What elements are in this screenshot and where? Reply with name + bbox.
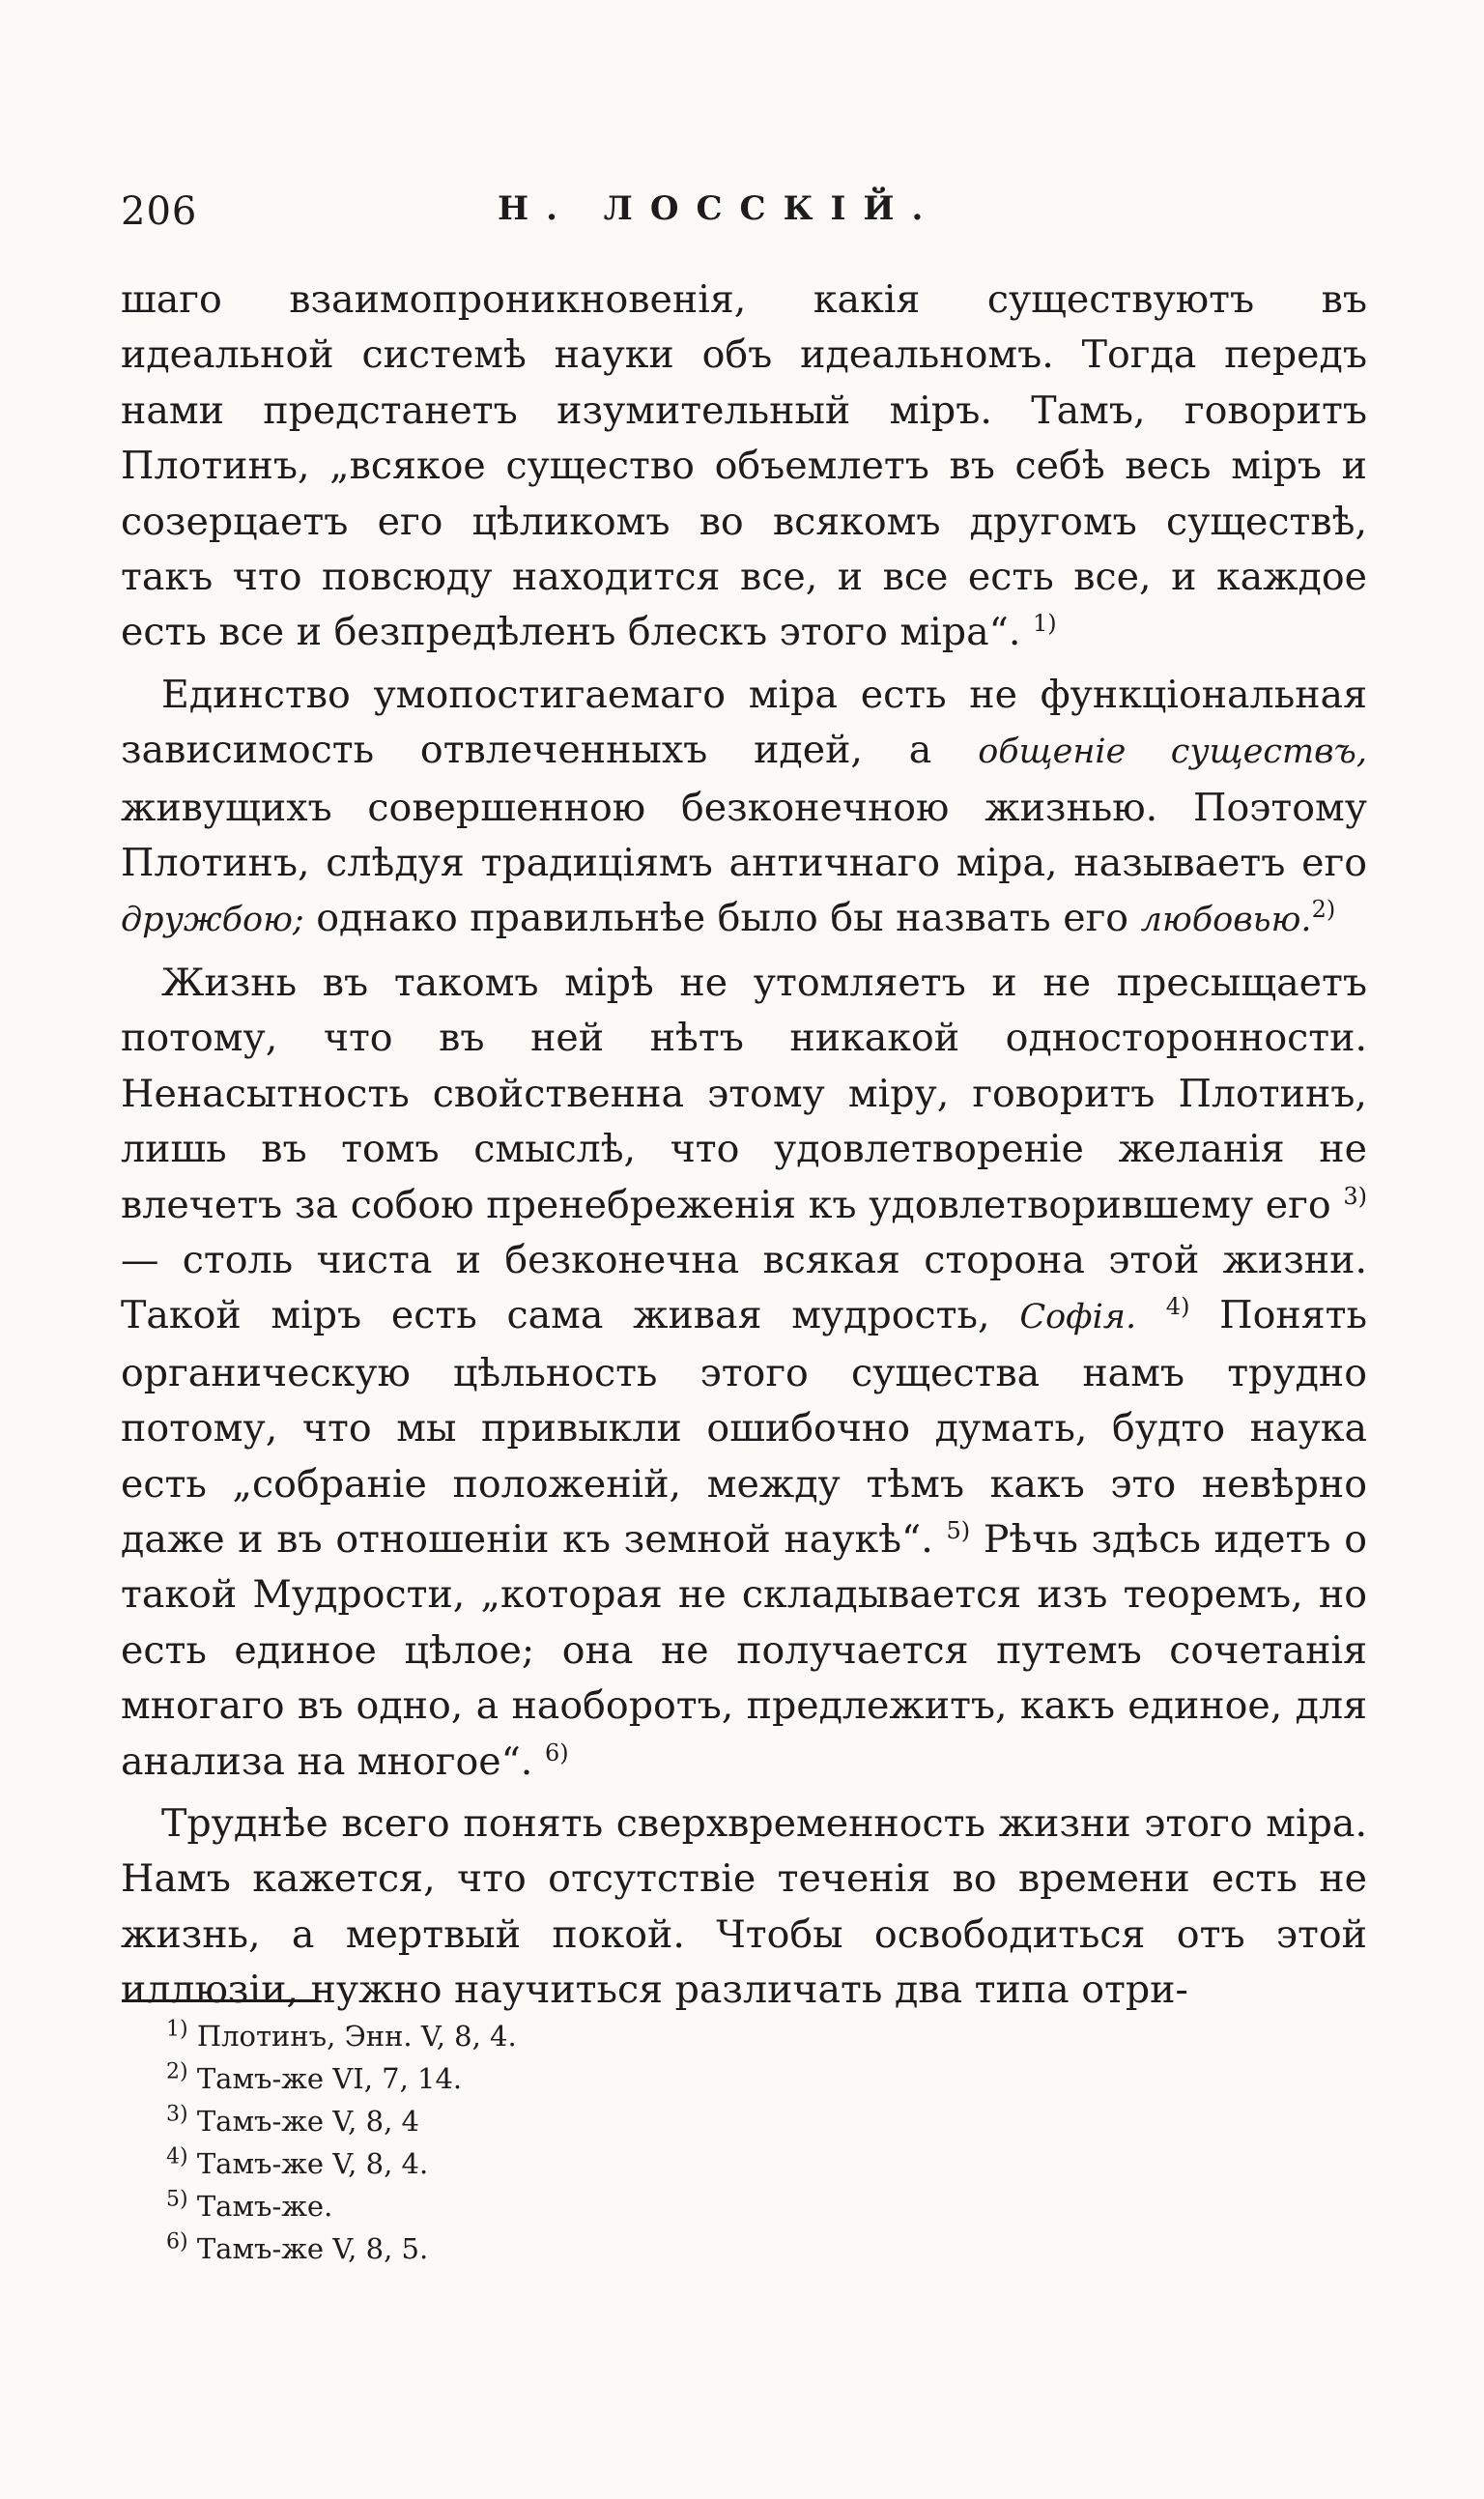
running-title: Н. ЛОССКІЙ. xyxy=(498,189,941,228)
footnote-mark: 4) xyxy=(166,2144,188,2169)
footnote-text: Тамъ-же. xyxy=(196,2190,333,2223)
footnote-ref-2: 2) xyxy=(1311,896,1336,924)
footnote-text: Тамъ-же V, 8, 5. xyxy=(196,2232,429,2265)
footnote-text: Плотинъ, Энн. V, 8, 4. xyxy=(196,2020,517,2053)
paragraph-3-text-a: Жизнь въ такомъ мірѣ не утомляетъ и не пресыщаетъ потому, что въ ней нѣтъ никакой односторонности. Ненасытность свойственна этому міру, говоритъ Плотинъ, лишь въ томъ смыслѣ, что удовлетвореніе желанія не влечетъ за собою пренебреженія къ удовлетворившему его xyxy=(121,960,1367,1227)
footnote-4 xyxy=(166,2142,1036,2185)
paragraph-4 xyxy=(121,1796,1367,2019)
paragraph-3-text-d: Рѣчь здѣсь идетъ о такой Мудрости, „которая не складывается изъ теоремъ, но есть единое цѣлое; она не получается путемъ сочетанія многаго въ одно, а наоборотъ, предлежитъ, какъ единое, для анализа на многое“. xyxy=(121,1516,1367,1784)
paragraph-2-italic-3: любовью. xyxy=(1140,901,1312,940)
footnote-ref-6: 6) xyxy=(544,1738,569,1767)
paragraph-3 xyxy=(121,956,1367,1790)
paragraph-2-italic-1: общеніе существъ, xyxy=(978,732,1367,772)
footnote-text: Тамъ-же V, 8, 4. xyxy=(196,2147,429,2180)
paragraph-2 xyxy=(121,668,1367,949)
footnote-ref-1: 1) xyxy=(1032,610,1057,638)
footnote-mark: 5) xyxy=(166,2187,188,2212)
paragraph-1 xyxy=(121,273,1367,661)
footnote-3 xyxy=(166,2100,1036,2142)
footnote-mark: 2) xyxy=(166,2059,188,2084)
footnote-2 xyxy=(166,2057,1036,2100)
paragraph-1-text: шаго взаимопроникновенія, какія существуютъ въ идеальной системѣ науки объ идеальномъ. Тогда передъ нами предстанетъ изумительный міръ. Тамъ, говоритъ Плотинъ, „всякое существо объемлетъ въ себѣ весь міръ и созерцаетъ его цѣликомъ во всякомъ другомъ существѣ, такъ что повсюду находится все, и все есть все, и каждое есть все и безпредѣленъ блескъ этого міра“. xyxy=(121,277,1367,655)
footnote-divider xyxy=(122,1999,318,2002)
footnote-text: Тамъ-же VI, 7, 14. xyxy=(196,2062,463,2095)
paragraph-2-text-b: живущихъ совершенною безконечною жизнью. Поэтому Плотинъ, слѣдуя традиціямъ античнаго міра, называетъ его xyxy=(121,785,1367,886)
page-number: 206 xyxy=(121,189,198,234)
footnote-6 xyxy=(166,2227,1036,2270)
footnote-text: Тамъ-же V, 8, 4 xyxy=(196,2105,419,2138)
paragraph-2-italic-2: дружбою; xyxy=(121,901,304,940)
footnote-mark: 1) xyxy=(166,2017,188,2042)
body-text xyxy=(121,273,1367,2019)
paragraph-2-text-c: однако правильнѣе было бы назвать его xyxy=(316,896,1129,941)
footnote-mark: 6) xyxy=(166,2229,188,2255)
footnote-ref-3: 3) xyxy=(1343,1182,1367,1210)
paragraph-3-text-c: Понять органическую цѣльность этого существа намъ трудно потому, что мы привыкли ошибочно думать, будто наука есть „собраніе положеній, между тѣмъ какъ это невѣрно даже и въ отношеніи къ земной наукѣ“. xyxy=(121,1293,1367,1562)
paragraph-3-text-b: — столь чиста и безконечна всякая сторона этой жизни. Такой міръ есть сама живая мудрость, xyxy=(121,1237,1367,1338)
footnote-mark: 3) xyxy=(166,2102,188,2127)
footnote-5 xyxy=(166,2185,1036,2227)
paragraph-3-italic: Софія. xyxy=(1019,1298,1137,1337)
footnote-ref-4: 4) xyxy=(1165,1293,1190,1321)
page-header xyxy=(121,189,1367,247)
paragraph-4-text: Труднѣе всего понять сверхвременность жизни этого міра. Намъ кажется, что отсутствіе теченія во времени есть не жизнь, а мертвый покой. Чтобы освободиться отъ этой иллюзіи, нужно научиться различать два типа отри- xyxy=(121,1800,1367,2013)
footnote-1 xyxy=(166,2015,1036,2057)
footnotes xyxy=(166,2015,1036,2270)
paragraph-2-text-a: Единство умопостигаемаго міра есть не функціональная зависимость отвлеченныхъ идей, а xyxy=(121,672,1367,773)
footnote-ref-5: 5) xyxy=(946,1516,971,1544)
